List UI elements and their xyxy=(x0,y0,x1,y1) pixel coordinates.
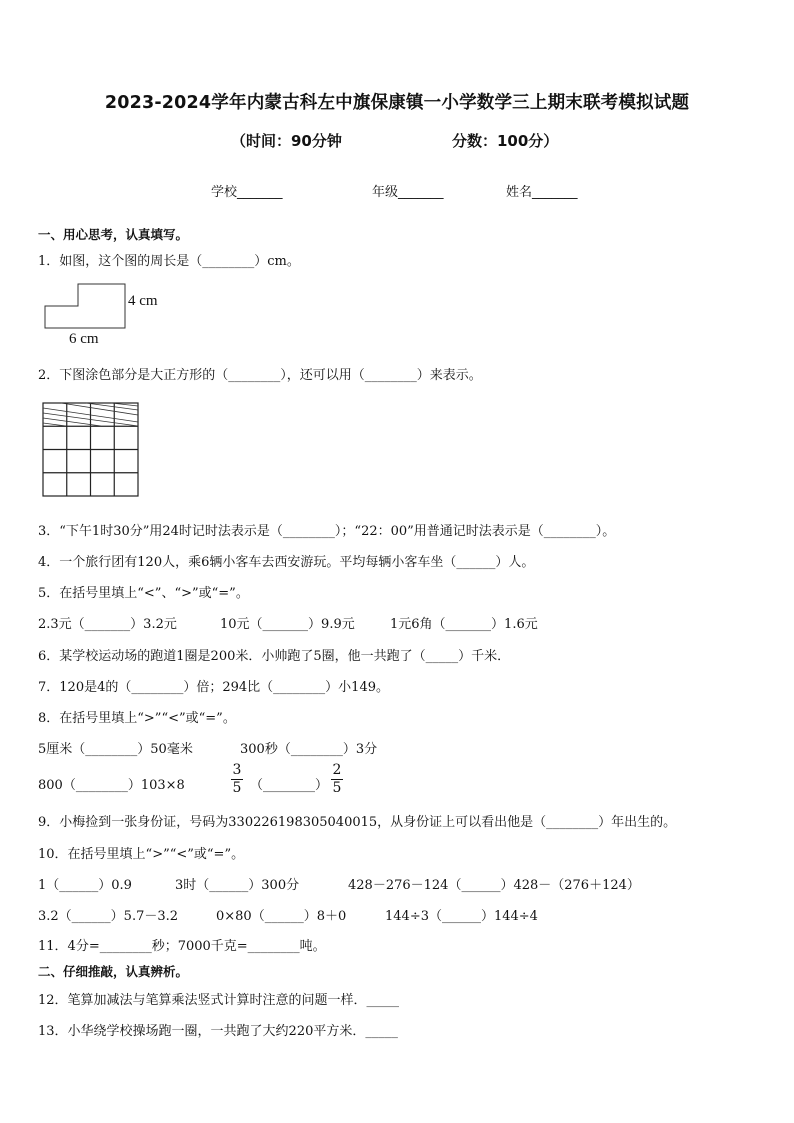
q10-item-6: 144÷3（______）144÷4 xyxy=(385,909,538,924)
frac-right-num: 2 xyxy=(332,762,342,778)
width-label: 6 cm xyxy=(69,331,99,347)
frac-left-den: 5 xyxy=(232,779,242,796)
section-2-heading: 二、仔细推敲，认真辨析。 xyxy=(38,964,189,979)
question-12: 12．笔算加减法与笔算乘法竖式计算时注意的问题一样．_____ xyxy=(38,993,400,1008)
square-grid-figure xyxy=(41,400,141,498)
question-10: 10．在括号里填上“>”“<”或“=”。 xyxy=(38,847,245,862)
exam-time: （时间：90分钟 xyxy=(231,132,342,150)
page-title: 2023-2024学年内蒙古科左中旗保康镇一小学数学三上期末联考模拟试题 xyxy=(104,93,690,113)
frac-left-num: 3 xyxy=(232,762,242,778)
q10-item-1: 1（______）0.9 xyxy=(38,878,132,893)
question-7: 7．120是4的（________）倍；294比（________）小149。 xyxy=(38,680,389,695)
q5-item-2: 10元（_______）9.9元 xyxy=(220,617,355,632)
q8-item-3: 800（________）103×8 xyxy=(38,778,185,793)
height-label: 4 cm xyxy=(128,293,158,309)
frac-right-den: 5 xyxy=(332,779,342,796)
perimeter-figure xyxy=(40,280,200,350)
section-1-heading: 一、用心思考，认真填写。 xyxy=(38,227,189,242)
q8-fraction-right xyxy=(331,763,343,795)
question-8: 8．在括号里填上“>”“<”或“=”。 xyxy=(38,711,236,726)
grade-field: 年级_______ xyxy=(372,185,444,200)
name-field: 姓名_______ xyxy=(506,185,578,200)
question-5: 5．在括号里填上“<”、“>”或“=”。 xyxy=(38,586,249,601)
q10-item-3: 428－276－124（______）428－（276＋124） xyxy=(348,878,640,893)
question-3: 3．“下午1时30分”用24时记时法表示是（________）；“22：00”用普通记时法表示是（________）。 xyxy=(38,524,616,539)
exam-score: 分数：100分） xyxy=(452,132,559,150)
question-2: 2．下图涂色部分是大正方形的（________），还可以用（________）来表示。 xyxy=(38,368,482,383)
question-1: 1．如图，这个图的周长是（________）cm。 xyxy=(38,254,300,269)
q10-item-2: 3时（______）300分 xyxy=(175,878,300,893)
q5-item-1: 2.3元（_______）3.2元 xyxy=(38,617,177,632)
q8-fraction-blank: （________） xyxy=(250,778,329,793)
school-field: 学校_______ xyxy=(211,185,283,200)
q10-item-4: 3.2（______）5.7－3.2 xyxy=(38,909,179,924)
question-9: 9．小梅捡到一张身份证，号码为330226198305040015，从身份证上可以看出他是（________）年出生的。 xyxy=(38,815,677,830)
question-11: 11．4分=________秒；7000千克=________吨。 xyxy=(38,939,326,954)
q5-item-3: 1元6角（_______）1.6元 xyxy=(390,617,538,632)
question-13: 13．小华绕学校操场跑一圈，一共跑了大约220平方米．_____ xyxy=(38,1024,398,1039)
question-4: 4．一个旅行团有120人，乘6辆小客车去西安游玩。平均每辆小客车坐（______）人。 xyxy=(38,555,535,570)
question-6: 6．某学校运动场的跑道1圈是200米．小帅跑了5圈，他一共跑了（_____）千米． xyxy=(38,649,511,664)
q8-item-2: 300秒（________）3分 xyxy=(240,742,378,757)
q8-fraction-left xyxy=(231,763,243,795)
q8-item-1: 5厘米（________）50毫米 xyxy=(38,742,193,757)
q10-item-5: 0×80（______）8＋0 xyxy=(216,909,347,924)
